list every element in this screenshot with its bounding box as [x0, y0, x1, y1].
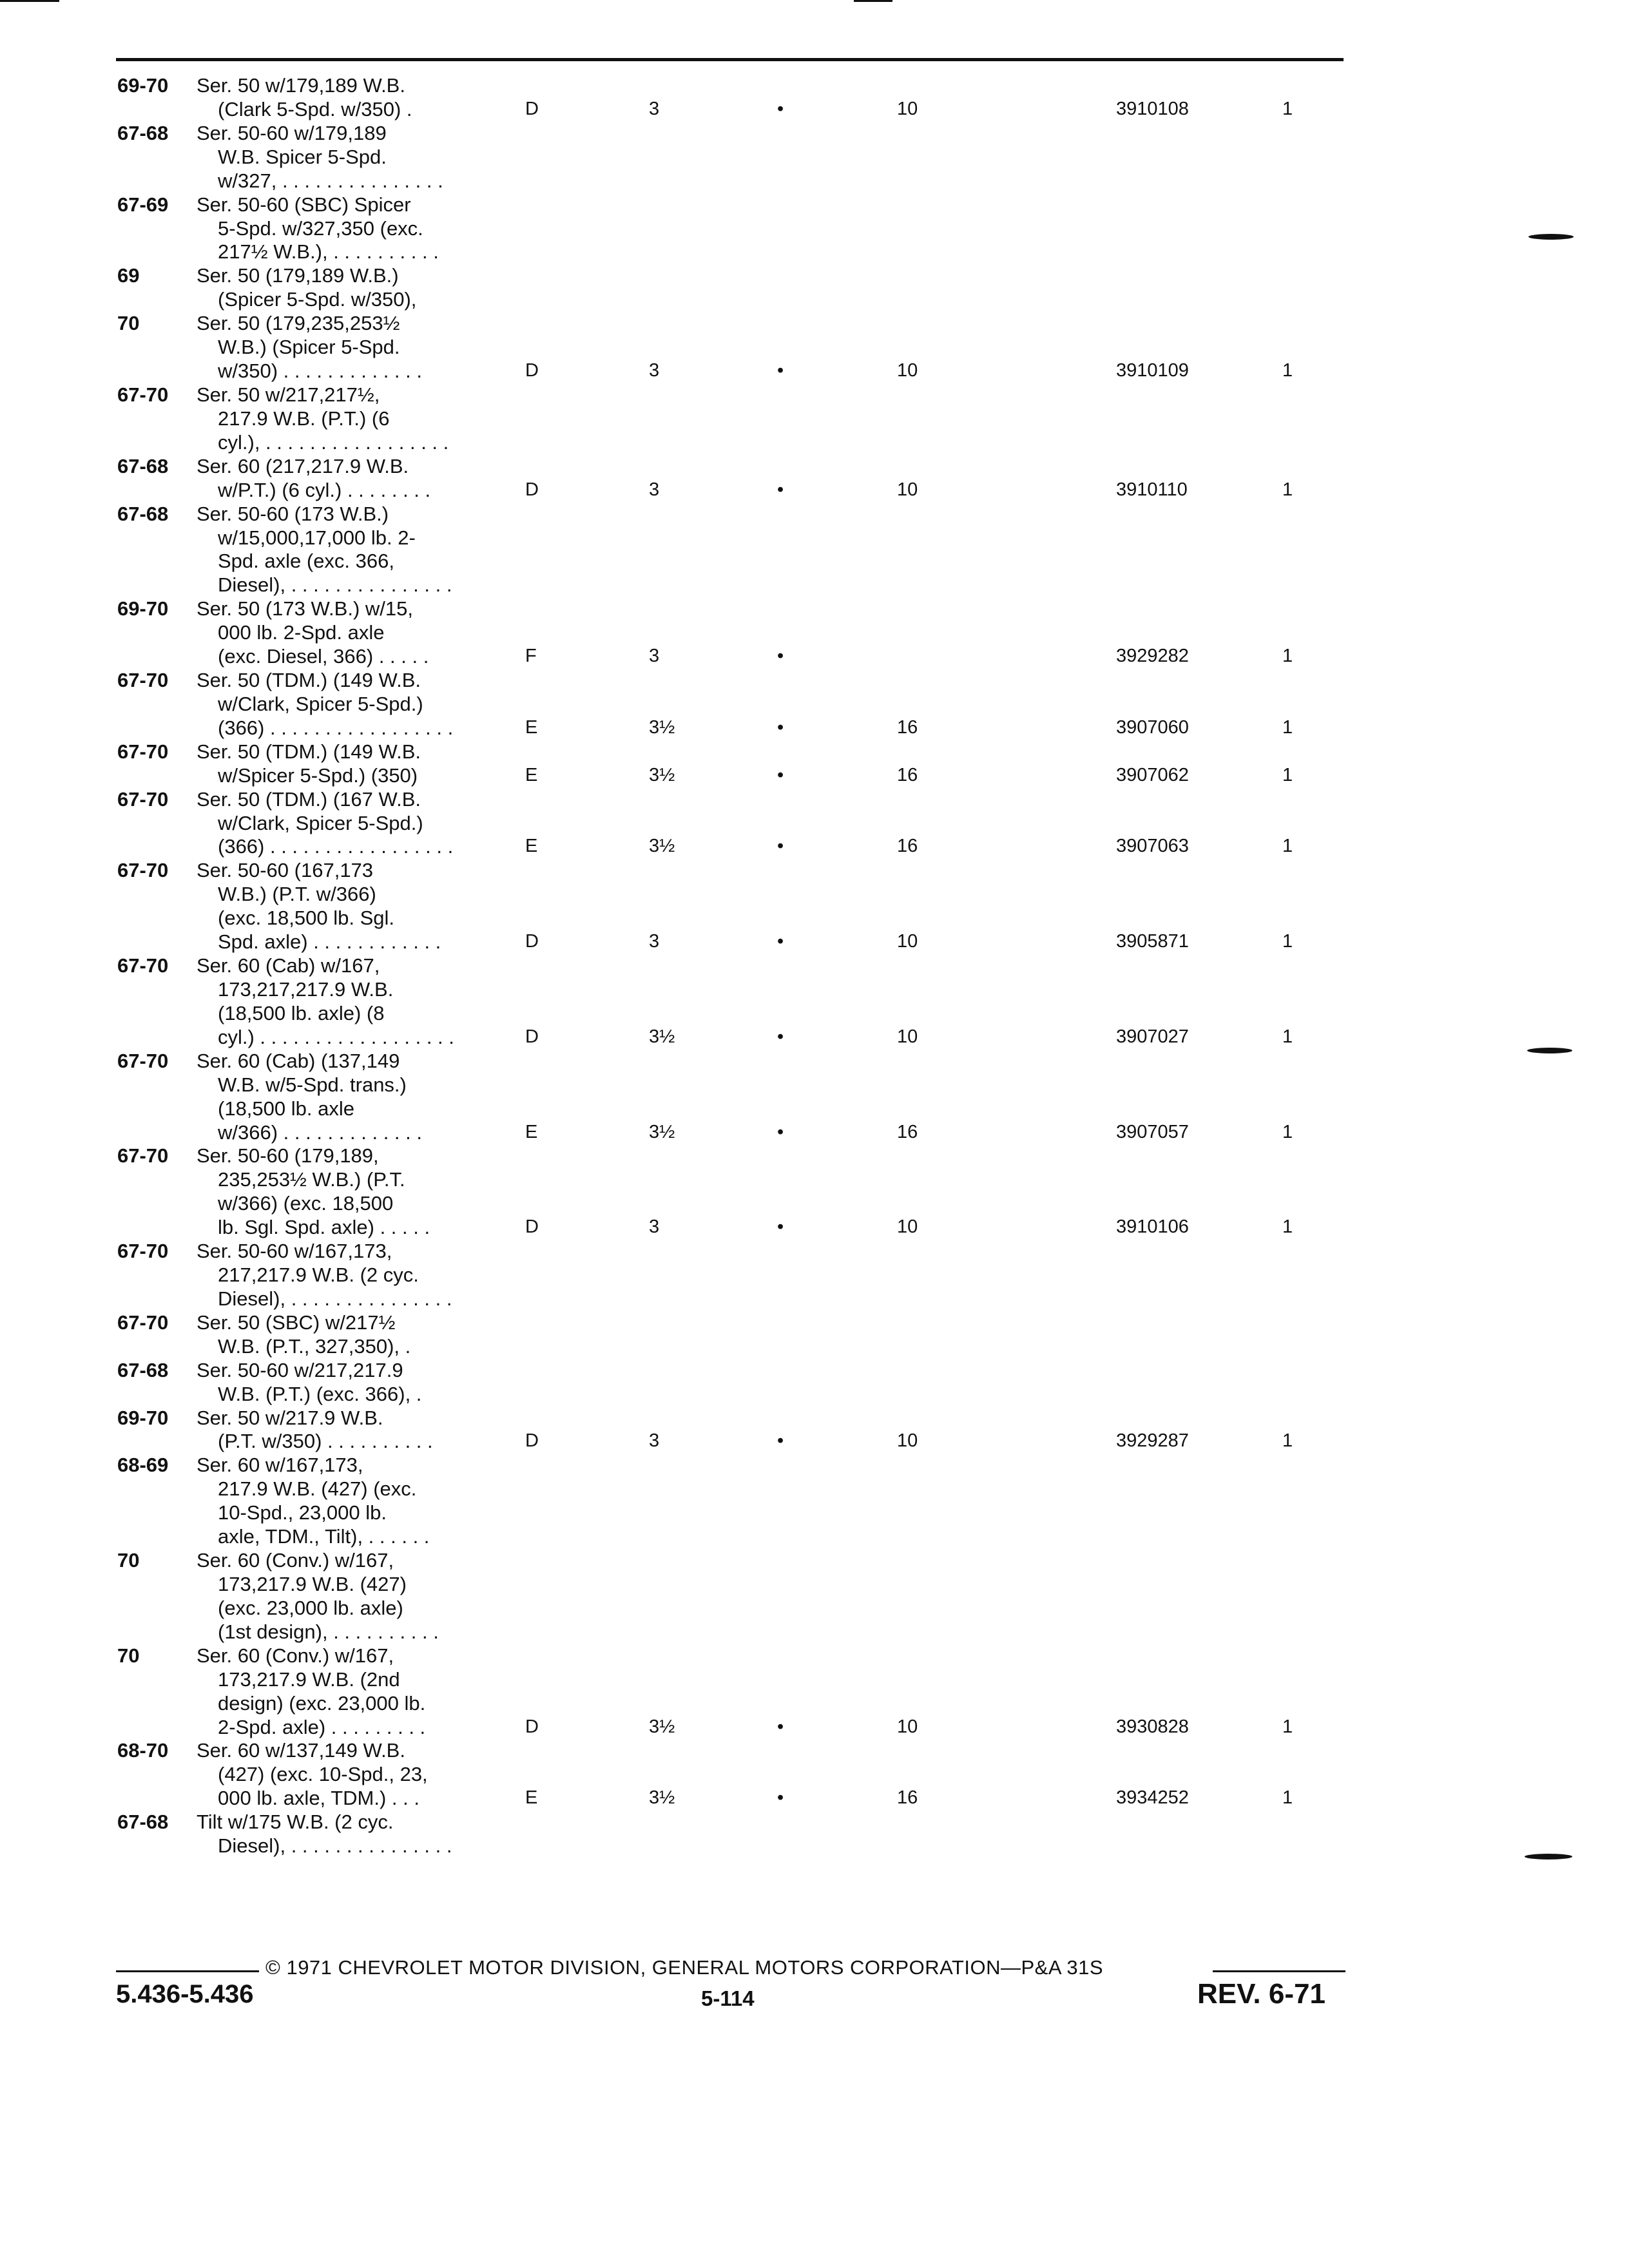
application-description: Ser. 50 (179,235,253½: [197, 312, 400, 335]
table-row: [0, 1429, 1629, 1453]
table-row: [0, 764, 1629, 787]
application-description: 2-Spd. axle) . . . . . . . . .: [218, 1715, 426, 1738]
quantity-value: 10: [897, 1430, 918, 1452]
model-year: 67-68: [117, 454, 169, 477]
table-row: [0, 692, 1629, 716]
table-row: [0, 264, 1629, 287]
part-number: 3934252: [1116, 1787, 1189, 1809]
model-year: 67-68: [117, 121, 169, 144]
count-value: 1: [1282, 646, 1293, 667]
part-number: 3905871: [1116, 931, 1189, 952]
table-row: [0, 526, 1629, 550]
table-row: [0, 740, 1629, 764]
table-row: [0, 240, 1629, 264]
count-value: 1: [1282, 98, 1293, 119]
bullet-marker: •: [777, 836, 784, 857]
application-description: Ser. 50 w/217,217½,: [197, 383, 380, 406]
bullet-marker: •: [777, 1430, 784, 1452]
table-row: [0, 1762, 1629, 1786]
table-row: [0, 1382, 1629, 1406]
table-row: [0, 1715, 1629, 1739]
application-description: w/P.T.) (6 cyl.) . . . . . . . .: [218, 478, 431, 501]
model-year: 67-70: [117, 669, 169, 691]
table-row: [0, 549, 1629, 573]
table-row: [0, 1097, 1629, 1120]
bullet-marker: •: [777, 98, 784, 119]
table-row: [0, 335, 1629, 359]
application-description: Ser. 60 (Cab) w/167,: [197, 954, 380, 977]
table-row: [0, 811, 1629, 835]
application-description: w/366) . . . . . . . . . . . . .: [218, 1120, 422, 1144]
application-description: W.B.) (Spicer 5-Spd.: [218, 336, 400, 359]
size-value: 3½: [649, 1026, 675, 1047]
count-value: 1: [1282, 764, 1293, 785]
page-number: 5-114: [701, 1986, 755, 2010]
punch-hole-mark-1: [1528, 234, 1574, 240]
table-row: [0, 834, 1629, 858]
table-row: [0, 1667, 1629, 1691]
application-description: Ser. 50 (TDM.) (149 W.B.: [197, 669, 421, 691]
bullet-marker: •: [777, 360, 784, 381]
model-year: 67-70: [117, 1144, 169, 1168]
revision-label: REV. 6-71: [1197, 1978, 1325, 2010]
size-value: 3: [649, 1430, 660, 1452]
quantity-value: 16: [897, 836, 918, 857]
table-row: [0, 1311, 1629, 1334]
application-description: Spd. axle (exc. 366,: [218, 550, 394, 573]
table-row: [0, 1834, 1629, 1858]
bullet-marker: •: [777, 479, 784, 500]
table-row: [0, 668, 1629, 692]
quantity-value: 10: [897, 98, 918, 119]
table-row: [0, 1453, 1629, 1477]
part-number: 3910108: [1116, 98, 1189, 119]
footer-rule-left: [116, 1970, 259, 1972]
part-number: 3907062: [1116, 764, 1189, 785]
application-description: w/15,000,17,000 lb. 2-: [218, 526, 416, 549]
model-year: 67-69: [117, 193, 169, 216]
application-description: w/366) (exc. 18,500: [218, 1192, 394, 1215]
part-number: 3929287: [1116, 1430, 1189, 1452]
model-year: 67-70: [117, 1240, 169, 1263]
table-row: [0, 287, 1629, 311]
application-description: axle, TDM., Tilt), . . . . . .: [218, 1525, 430, 1548]
model-year: 67-70: [117, 383, 169, 406]
table-row: [0, 716, 1629, 740]
table-row: [0, 573, 1629, 597]
application-description: Ser. 60 (Cab) (137,149: [197, 1049, 400, 1072]
model-year: 68-69: [117, 1454, 169, 1477]
type-code: E: [525, 716, 538, 738]
quantity-value: 16: [897, 716, 918, 738]
count-value: 1: [1282, 836, 1293, 857]
application-description: Ser. 50 (173 W.B.) w/15,: [197, 597, 413, 620]
size-value: 3: [649, 360, 660, 381]
size-value: 3½: [649, 1121, 675, 1142]
type-code: E: [525, 836, 538, 857]
table-row: [0, 359, 1629, 383]
application-description: 173,217.9 W.B. (427): [218, 1573, 407, 1595]
application-description: Ser. 50-60 (SBC) Spicer: [197, 193, 411, 216]
application-description: 10-Spd., 23,000 lb.: [218, 1501, 387, 1524]
model-year: 67-70: [117, 787, 169, 811]
table-row: [0, 1215, 1629, 1239]
part-number: 3930828: [1116, 1716, 1189, 1737]
application-description: (exc. Diesel, 366) . . . . .: [218, 645, 429, 668]
type-code: F: [525, 646, 537, 667]
application-description: w/Clark, Spicer 5-Spd.): [218, 811, 423, 834]
model-year: 67-68: [117, 1811, 169, 1834]
size-value: 3: [649, 479, 660, 500]
table-row: [0, 1287, 1629, 1311]
part-number: 3907060: [1116, 716, 1189, 738]
application-description: 217½ W.B.), . . . . . . . . . .: [218, 240, 439, 264]
copyright-notice: © 1971 CHEVROLET MOTOR DIVISION, GENERAL MOTORS CORPORATION—P&A 31S: [265, 1956, 1104, 1979]
model-year: 67-70: [117, 1311, 169, 1334]
type-code: D: [525, 360, 539, 381]
application-description: (366) . . . . . . . . . . . . . . . . .: [218, 835, 454, 858]
type-code: D: [525, 1430, 539, 1452]
model-year: 67-68: [117, 1358, 169, 1381]
part-number: 3910110: [1116, 479, 1188, 500]
application-description: W.B. Spicer 5-Spd.: [218, 145, 387, 168]
table-row: [0, 169, 1629, 193]
table-row: [0, 216, 1629, 240]
scan-top-mark-center: [854, 0, 892, 2]
application-description: w/350) . . . . . . . . . . . . .: [218, 360, 422, 382]
application-description: (exc. 18,500 lb. Sgl.: [218, 907, 394, 930]
application-description: Ser. 60 (Conv.) w/167,: [197, 1644, 394, 1667]
table-row: [0, 502, 1629, 526]
table-row: [0, 977, 1629, 1001]
application-description: 5-Spd. w/327,350 (exc.: [218, 216, 423, 240]
application-description: w/Spicer 5-Spd.) (350): [218, 764, 418, 787]
application-description: w/327, . . . . . . . . . . . . . . .: [218, 169, 443, 192]
type-code: D: [525, 1216, 539, 1238]
application-description: Ser. 60 w/137,149 W.B.: [197, 1739, 405, 1762]
model-year: 69-70: [117, 597, 169, 620]
type-code: D: [525, 1026, 539, 1047]
application-description: Ser. 60 (Conv.) w/167,: [197, 1549, 394, 1571]
application-description: (Clark 5-Spd. w/350) .: [218, 97, 412, 120]
application-description: 217,217.9 W.B. (2 cyc.: [218, 1264, 419, 1286]
model-year: 69-70: [117, 74, 169, 97]
application-description: W.B. w/5-Spd. trans.): [218, 1073, 407, 1096]
bullet-marker: •: [777, 1121, 784, 1142]
size-value: 3: [649, 646, 660, 667]
quantity-value: 10: [897, 1026, 918, 1047]
model-year: 69-70: [117, 1406, 169, 1429]
table-row: [0, 1572, 1629, 1596]
type-code: D: [525, 98, 539, 119]
application-description: (1st design), . . . . . . . . . .: [218, 1620, 439, 1643]
table-row: [0, 1334, 1629, 1358]
bullet-marker: •: [777, 1216, 784, 1238]
quantity-value: 10: [897, 1216, 918, 1238]
table-row: [0, 954, 1629, 977]
model-year: 67-70: [117, 1049, 169, 1072]
application-description: Ser. 50 (TDM.) (167 W.B.: [197, 787, 421, 811]
application-description: W.B.) (P.T. w/366): [218, 883, 376, 906]
bullet-marker: •: [777, 1026, 784, 1047]
bullet-marker: •: [777, 764, 784, 785]
application-description: Ser. 50 (SBC) w/217½: [197, 1311, 396, 1334]
application-description: (18,500 lb. axle: [218, 1097, 354, 1120]
size-value: 3½: [649, 716, 675, 738]
application-description: (18,500 lb. axle) (8: [218, 1001, 385, 1024]
quantity-value: 16: [897, 1787, 918, 1809]
size-value: 3: [649, 1216, 660, 1238]
table-row: [0, 454, 1629, 478]
punch-hole-mark-2: [1527, 1048, 1572, 1053]
table-row: [0, 121, 1629, 145]
table-row: [0, 1644, 1629, 1667]
table-row: [0, 1596, 1629, 1620]
application-description: Ser. 50 (TDM.) (149 W.B.: [197, 740, 421, 763]
count-value: 1: [1282, 360, 1293, 381]
application-description: Diesel), . . . . . . . . . . . . . . .: [218, 1834, 452, 1858]
bullet-marker: •: [777, 931, 784, 952]
table-row: [0, 193, 1629, 216]
quantity-value: 10: [897, 479, 918, 500]
application-description: 000 lb. 2-Spd. axle: [218, 621, 385, 644]
model-year: 70: [117, 1549, 140, 1571]
application-description: 217.9 W.B. (427) (exc.: [218, 1477, 417, 1501]
table-row: [0, 1620, 1629, 1644]
count-value: 1: [1282, 716, 1293, 738]
part-number: 3910109: [1116, 360, 1189, 381]
application-description: lb. Sgl. Spd. axle) . . . . .: [218, 1216, 430, 1239]
application-description: Ser. 50-60 w/179,189: [197, 121, 387, 144]
application-description: Diesel), . . . . . . . . . . . . . . .: [218, 573, 452, 597]
model-year: 69: [117, 264, 140, 287]
application-description: 217.9 W.B. (P.T.) (6: [218, 407, 390, 430]
model-year: 67-70: [117, 740, 169, 763]
group-number: 5.436-5.436: [116, 1980, 254, 2008]
size-value: 3½: [649, 1787, 675, 1809]
table-row: [0, 97, 1629, 121]
table-row: [0, 1358, 1629, 1382]
application-description: W.B. (P.T.) (exc. 366), .: [218, 1382, 422, 1405]
application-description: 173,217.9 W.B. (2nd: [218, 1667, 400, 1691]
table-row: [0, 906, 1629, 930]
count-value: 1: [1282, 1430, 1293, 1452]
table-row: [0, 311, 1629, 335]
table-row: [0, 1073, 1629, 1097]
table-row: [0, 73, 1629, 97]
count-value: 1: [1282, 1121, 1293, 1142]
table-row: [0, 1168, 1629, 1191]
table-row: [0, 1691, 1629, 1715]
bullet-marker: •: [777, 1716, 784, 1737]
table-row: [0, 1239, 1629, 1263]
model-year: 67-70: [117, 859, 169, 882]
size-value: 3: [649, 98, 660, 119]
part-number: 3907063: [1116, 836, 1189, 857]
application-description: (exc. 23,000 lb. axle): [218, 1596, 403, 1619]
type-code: D: [525, 1716, 539, 1737]
punch-hole-mark-3: [1525, 1854, 1572, 1860]
footer-rule-right: [1213, 1970, 1345, 1972]
application-description: (366) . . . . . . . . . . . . . . . . .: [218, 716, 454, 739]
size-value: 3: [649, 931, 660, 952]
part-number: 3907057: [1116, 1121, 1189, 1142]
type-code: E: [525, 1787, 538, 1809]
table-row: [0, 383, 1629, 407]
application-description: Ser. 60 w/167,173,: [197, 1454, 363, 1477]
application-description: Ser. 50 w/217.9 W.B.: [197, 1406, 383, 1429]
quantity-value: 10: [897, 931, 918, 952]
type-code: D: [525, 479, 539, 500]
quantity-value: 10: [897, 360, 918, 381]
table-row: [0, 1738, 1629, 1762]
bullet-marker: •: [777, 646, 784, 667]
application-description: Ser. 50-60 w/167,173,: [197, 1240, 392, 1263]
part-number: 3929282: [1116, 646, 1189, 667]
table-row: [0, 597, 1629, 620]
count-value: 1: [1282, 1716, 1293, 1737]
table-row: [0, 1001, 1629, 1025]
table-row: [0, 858, 1629, 882]
model-year: 67-68: [117, 502, 169, 525]
application-description: design) (exc. 23,000 lb.: [218, 1691, 426, 1715]
application-description: (Spicer 5-Spd. w/350),: [218, 288, 417, 311]
table-row: [0, 1191, 1629, 1215]
application-description: Ser. 60 (217,217.9 W.B.: [197, 454, 409, 477]
table-row: [0, 644, 1629, 668]
application-description: 235,253½ W.B.) (P.T.: [218, 1168, 405, 1191]
application-description: cyl.), . . . . . . . . . . . . . . . . .: [218, 430, 449, 454]
model-year: 68-70: [117, 1739, 169, 1762]
application-description: Ser. 50-60 w/217,217.9: [197, 1358, 403, 1381]
size-value: 3½: [649, 836, 675, 857]
application-description: 173,217,217.9 W.B.: [218, 978, 394, 1001]
table-row: [0, 1524, 1629, 1548]
table-row: [0, 1786, 1629, 1810]
header-rule: [116, 58, 1344, 61]
application-description: Ser. 50-60 (179,189,: [197, 1144, 379, 1168]
application-description: (P.T. w/350) . . . . . . . . . .: [218, 1430, 433, 1453]
application-description: Diesel), . . . . . . . . . . . . . . .: [218, 1287, 452, 1310]
table-row: [0, 1120, 1629, 1144]
quantity-value: 10: [897, 1716, 918, 1737]
application-description: Ser. 50 w/179,189 W.B.: [197, 74, 405, 97]
table-row: [0, 787, 1629, 811]
table-row: [0, 882, 1629, 906]
table-row: [0, 430, 1629, 454]
table-row: [0, 1810, 1629, 1834]
table-row: [0, 1548, 1629, 1572]
table-row: [0, 1144, 1629, 1168]
model-year: 70: [117, 312, 140, 335]
count-value: 1: [1282, 1026, 1293, 1047]
table-row: [0, 620, 1629, 644]
table-row: [0, 478, 1629, 502]
type-code: D: [525, 931, 539, 952]
count-value: 1: [1282, 1787, 1293, 1809]
count-value: 1: [1282, 1216, 1293, 1238]
scan-top-mark-left: [0, 0, 59, 2]
application-description: w/Clark, Spicer 5-Spd.): [218, 692, 423, 715]
application-description: W.B. (P.T., 327,350), .: [218, 1334, 411, 1358]
application-description: Ser. 50-60 (173 W.B.): [197, 502, 389, 525]
application-description: Ser. 50-60 (167,173: [197, 859, 374, 882]
application-description: Ser. 50 (179,189 W.B.): [197, 264, 399, 287]
size-value: 3½: [649, 764, 675, 785]
model-year: 67-70: [117, 954, 169, 977]
type-code: E: [525, 764, 538, 785]
table-row: [0, 1477, 1629, 1501]
count-value: 1: [1282, 479, 1293, 500]
table-row: [0, 1025, 1629, 1049]
application-description: (427) (exc. 10-Spd., 23,: [218, 1763, 428, 1786]
table-row: [0, 1501, 1629, 1524]
quantity-value: 16: [897, 1121, 918, 1142]
table-row: [0, 930, 1629, 954]
table-row: [0, 1049, 1629, 1073]
table-row: [0, 1263, 1629, 1287]
bullet-marker: •: [777, 1787, 784, 1809]
quantity-value: 16: [897, 764, 918, 785]
application-description: Spd. axle) . . . . . . . . . . . .: [218, 930, 441, 954]
part-number: 3907027: [1116, 1026, 1189, 1047]
table-row: [0, 1406, 1629, 1430]
application-description: 000 lb. axle, TDM.) . . .: [218, 1787, 419, 1810]
model-year: 70: [117, 1644, 140, 1667]
application-description: Tilt w/175 W.B. (2 cyc.: [197, 1811, 394, 1834]
application-description: cyl.) . . . . . . . . . . . . . . . . . .: [218, 1025, 454, 1048]
count-value: 1: [1282, 931, 1293, 952]
bullet-marker: •: [777, 716, 784, 738]
table-row: [0, 407, 1629, 430]
table-row: [0, 145, 1629, 169]
type-code: E: [525, 1121, 538, 1142]
size-value: 3½: [649, 1716, 675, 1737]
part-number: 3910106: [1116, 1216, 1189, 1238]
